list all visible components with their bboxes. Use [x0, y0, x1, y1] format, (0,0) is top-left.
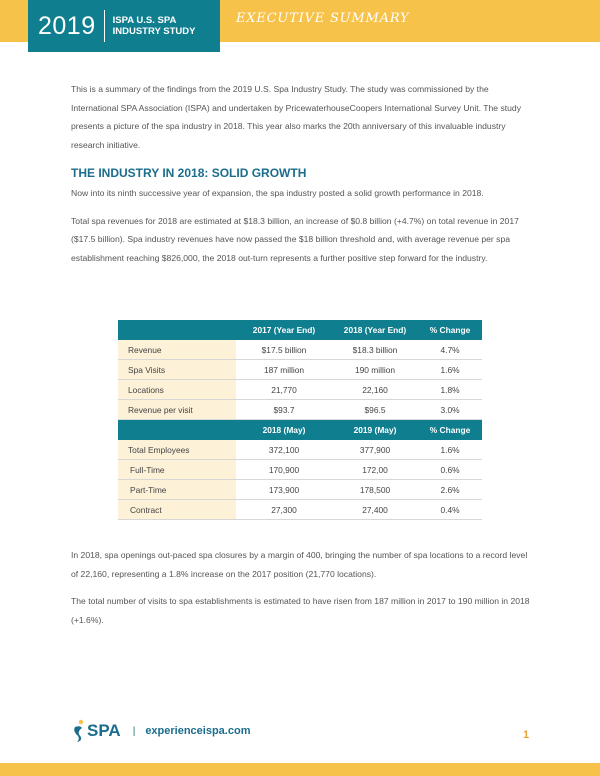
table-cell: 2.6% [418, 480, 482, 500]
revenue-paragraph: Total spa revenues for 2018 are estimated at $18.3 billion, an increase of $0.8 billion (+4.7%) on total revenue in 2017 ($17.5 billion). Spa industry revenues have now passed the $18 billion threshold and, with average revenue per spa establishment reaching $826,000, the 2018 out-turn represents a further positive step forward for the industry. [71, 215, 519, 263]
row-label: Total Employees [118, 440, 236, 460]
row-label: Spa Visits [118, 360, 236, 380]
table-cell: $96.5 [332, 400, 418, 420]
section-heading: THE INDUSTRY IN 2018: SOLID GROWTH [71, 166, 307, 180]
table-cell: 4.7% [418, 340, 482, 360]
table-cell: $18.3 billion [332, 340, 418, 360]
main-content [71, 80, 531, 276]
table-row [118, 460, 482, 480]
header-cell [118, 320, 236, 340]
study-name [105, 15, 196, 37]
table-header-row [118, 320, 482, 340]
header-cell: % Change [418, 320, 482, 340]
footer-separator: | [132, 725, 136, 737]
table-row [118, 380, 482, 400]
study-brand-block [28, 0, 220, 52]
study-year: 2019 [38, 11, 96, 40]
table-cell: 1.6% [418, 440, 482, 460]
table-row [118, 340, 482, 360]
page-number: 1 [523, 729, 530, 741]
header-cell: 2018 (May) [236, 420, 332, 441]
table-cell: 372,100 [236, 440, 332, 460]
locations-paragraph: In 2018, spa openings out-paced spa closures by a margin of 400, bringing the number of spa locations to a record level of 22,160, representing a 1.8% increase on the 2017 position (21,770 locations). [71, 550, 528, 579]
header-cell: 2017 (Year End) [236, 320, 332, 340]
table-cell: 0.6% [418, 460, 482, 480]
table-row [118, 500, 482, 520]
row-label: Revenue per visit [118, 400, 236, 420]
website-link[interactable]: experienceispa.com [145, 725, 251, 737]
table-cell: 187 million [236, 360, 332, 380]
row-label: Revenue [118, 340, 236, 360]
table-cell: $17.5 billion [236, 340, 332, 360]
row-label: Part-Time [118, 480, 236, 500]
lower-content [71, 546, 531, 638]
table-cell: 21,770 [236, 380, 332, 400]
table-cell: 27,400 [332, 500, 418, 520]
row-label: Contract [118, 500, 236, 520]
bottom-banner [0, 763, 600, 776]
study-name-line1: ISPA U.S. SPA [112, 15, 177, 26]
table-cell: 0.4% [418, 500, 482, 520]
ispa-logo-icon [72, 718, 86, 744]
table-cell: 190 million [332, 360, 418, 380]
header-cell [118, 420, 236, 441]
row-label: Locations [118, 380, 236, 400]
header-cell: % Change [418, 420, 482, 441]
table-row [118, 400, 482, 420]
section-title: EXECUTIVE SUMMARY [236, 11, 410, 26]
intro-paragraph: This is a summary of the findings from the 2019 U.S. Spa Industry Study. The study was commissioned by the International SPA Association (ISPA) and undertaken by PricewaterhouseCoopers International Survey Unit. The study presents a picture of the spa industry in 2018. This year also marks the 20th anniversary of this invaluable industry research initiative. [71, 84, 521, 150]
growth-paragraph: Now into its ninth successive year of expansion, the spa industry posted a solid growth performance in 2018. [71, 188, 484, 198]
table-cell: 170,900 [236, 460, 332, 480]
table-cell: 22,160 [332, 380, 418, 400]
table-cell: 173,900 [236, 480, 332, 500]
header-cell: 2018 (Year End) [332, 320, 418, 340]
table-cell: 172,00 [332, 460, 418, 480]
footer [72, 718, 250, 744]
header-cell: 2019 (May) [332, 420, 418, 441]
table-row [118, 360, 482, 380]
ispa-logo [72, 718, 121, 744]
logo-text: SPA [87, 721, 121, 740]
table-cell: 1.8% [418, 380, 482, 400]
table-cell: 178,500 [332, 480, 418, 500]
table-header-row [118, 420, 482, 441]
study-name-line2: INDUSTRY STUDY [112, 26, 196, 37]
table-cell: $93.7 [236, 400, 332, 420]
table-row [118, 440, 482, 460]
table-cell: 3.0% [418, 400, 482, 420]
table-cell: 1.6% [418, 360, 482, 380]
table-cell: 377,900 [332, 440, 418, 460]
industry-stats-table [118, 320, 482, 520]
row-label: Full-Time [118, 460, 236, 480]
visits-paragraph: The total number of visits to spa establishments is estimated to have risen from 187 million in 2017 to 190 million in 2018 (+1.6%). [71, 596, 530, 625]
table-row [118, 480, 482, 500]
table-cell: 27,300 [236, 500, 332, 520]
